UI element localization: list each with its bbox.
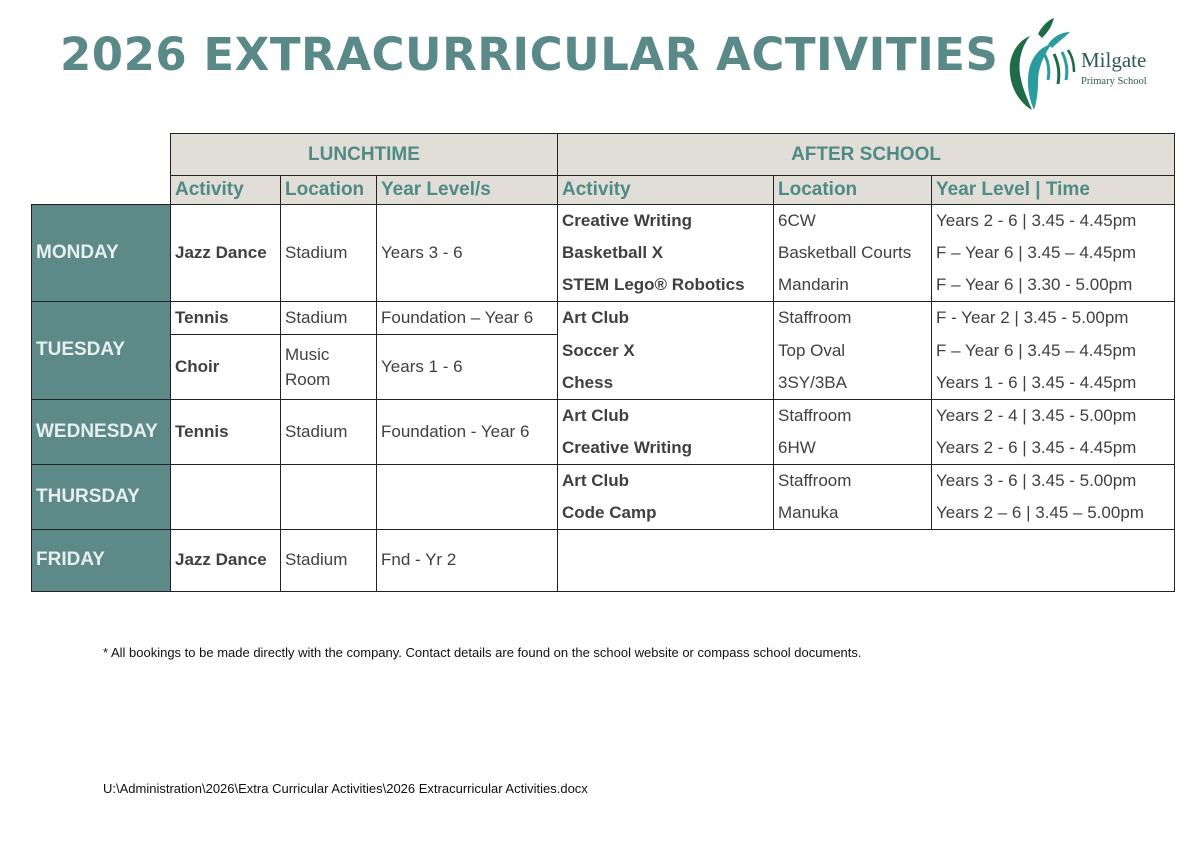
col-header-as-year-time: Year Level | Time (932, 176, 1175, 205)
lunch-year: Years 3 - 6 (377, 205, 558, 302)
after-school-location: Top Oval (774, 335, 932, 367)
after-school-year-time: Years 1 - 6 | 3.45 - 4.45pm (932, 367, 1175, 400)
page-title: 2026 EXTRACURRICULAR ACTIVITIES (60, 28, 999, 81)
day-tuesday: TUESDAY (32, 302, 171, 400)
after-school-year-time: Years 3 - 6 | 3.45 - 5.00pm (932, 464, 1175, 497)
after-school-activity: STEM Lego® Robotics (558, 269, 774, 302)
day-monday: MONDAY (32, 205, 171, 302)
file-path: U:\Administration\2026\Extra Curricular Activities\2026 Extracurricular Activities.docx (103, 781, 588, 796)
lunch-year: Foundation – Year 6 (377, 302, 558, 335)
lunch-location: Stadium (281, 399, 377, 464)
col-header-as-location: Location (774, 176, 932, 205)
lunch-year: Years 1 - 6 (377, 335, 558, 400)
day-wednesday: WEDNESDAY (32, 399, 171, 464)
after-school-activity: Basketball X (558, 237, 774, 269)
after-school-activity: Chess (558, 367, 774, 400)
after-school-activity: Art Club (558, 399, 774, 432)
col-header-lunch-location: Location (281, 176, 377, 205)
lunch-activity-empty (171, 464, 281, 529)
after-school-year-time: Years 2 – 6 | 3.45 – 5.00pm (932, 497, 1175, 530)
after-school-year-time: Years 2 - 4 | 3.45 - 5.00pm (932, 399, 1175, 432)
lunch-location: Music Room (281, 335, 377, 400)
after-school-activity: Creative Writing (558, 205, 774, 238)
col-header-lunch-activity: Activity (171, 176, 281, 205)
lunch-activity: Jazz Dance (171, 205, 281, 302)
after-school-activity: Art Club (558, 464, 774, 497)
after-school-location: 6CW (774, 205, 932, 238)
after-school-year-time: F - Year 2 | 3.45 - 5.00pm (932, 302, 1175, 335)
activities-table (31, 133, 1175, 592)
corner-cell (32, 134, 171, 205)
col-header-as-activity: Activity (558, 176, 774, 205)
booking-footnote: * All bookings to be made directly with the company. Contact details are found on the school website or compass school documents. (103, 645, 862, 660)
after-school-location: 3SY/3BA (774, 367, 932, 400)
day-friday: FRIDAY (32, 529, 171, 591)
lunch-year: Fnd - Yr 2 (377, 529, 558, 591)
lunch-location: Stadium (281, 205, 377, 302)
lunch-location-empty (281, 464, 377, 529)
col-header-lunch-year: Year Level/s (377, 176, 558, 205)
logo-school-subtitle: Primary School (1081, 76, 1147, 87)
after-school-year-time: Years 2 - 6 | 3.45 - 4.45pm (932, 205, 1175, 238)
after-school-location: Basketball Courts (774, 237, 932, 269)
day-thursday: THURSDAY (32, 464, 171, 529)
lunch-activity: Jazz Dance (171, 529, 281, 591)
logo-school-name: Milgate (1081, 48, 1147, 72)
after-school-activity: Creative Writing (558, 432, 774, 465)
palm-tree-icon (1004, 14, 1079, 114)
after-school-location: Staffroom (774, 464, 932, 497)
after-school-activity: Code Camp (558, 497, 774, 530)
school-logo (1004, 14, 1174, 114)
lunch-year: Foundation - Year 6 (377, 399, 558, 464)
lunch-location: Stadium (281, 529, 377, 591)
after-school-location: Staffroom (774, 399, 932, 432)
after-school-header: AFTER SCHOOL (558, 134, 1175, 176)
lunch-activity: Choir (171, 335, 281, 400)
after-school-location: 6HW (774, 432, 932, 465)
lunch-location: Stadium (281, 302, 377, 335)
after-school-empty (558, 529, 1175, 591)
after-school-year-time: Years 2 - 6 | 3.45 - 4.45pm (932, 432, 1175, 465)
after-school-location: Mandarin (774, 269, 932, 302)
lunch-year-empty (377, 464, 558, 529)
lunch-activity: Tennis (171, 302, 281, 335)
after-school-location: Manuka (774, 497, 932, 530)
lunchtime-header: LUNCHTIME (171, 134, 558, 176)
after-school-year-time: F – Year 6 | 3.45 – 4.45pm (932, 335, 1175, 367)
after-school-location: Staffroom (774, 302, 932, 335)
after-school-year-time: F – Year 6 | 3.45 – 4.45pm (932, 237, 1175, 269)
lunch-activity: Tennis (171, 399, 281, 464)
after-school-activity: Art Club (558, 302, 774, 335)
after-school-activity: Soccer X (558, 335, 774, 367)
after-school-year-time: F – Year 6 | 3.30 - 5.00pm (932, 269, 1175, 302)
